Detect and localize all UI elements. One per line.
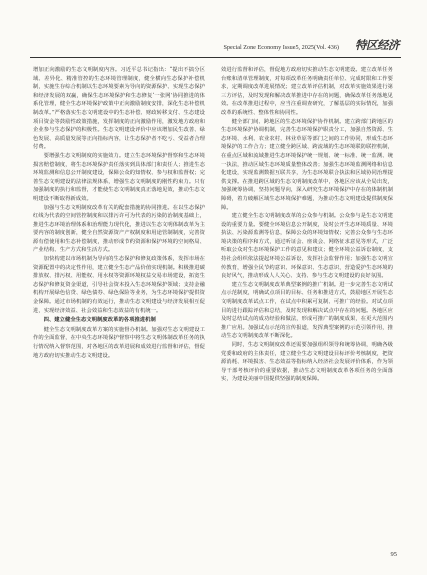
- paragraph: 健全部门间、跨地区的生态环境保护协作机制。建立跨部门跨地区的生态环境保护协调机制，完善生态环境保护职责分工，加强自然资源、生态环境、水利、农业农村、林业草原等部门之间的工作协同，形成生态环境保护的工作合力；建立健全跨区域、跨流域的生态环境联防联控机制，在重点区域和流域推进生态环境保护统一规划、统一标准、统一监测、统一执法，推动区域生态环境质量整体改善；加强生态环境监测网络和信息化建设，实现监测数据互联共享，为生态环境联合执法和区域协同治理提供支撑。在推进跨区域的生态文明制度改革中，各地区应该从全局出发，加强统筹协调，坚持问题导向，深入研究生态环境保护中存在的体制机制障碍，着力破解区域生态环境保护难题，为推动生态文明建设提供制度保障。: [221, 118, 393, 211]
- right-column: [221, 66, 393, 384]
- paragraph: 加快构建以市场机制为导向的生态保护和修复政策体系，发挥市场在资源配置中的决定性作用，建立健全生态产品价值实现机制。积极推进碳排放权、排污权、用能权、用水权等资源环境权益交易市场建设，拓宽生态保护和修复资金渠道，引导社会资本投入生态环境保护领域；支持金融机构开展绿色信贷、绿色债券、绿色保险等业务，为生态环境保护提供资金保障。通过市场机制的有效运行，推动生态文明建设与经济发展相互促进，实现经济效益、社会效益和生态效益的有机统一。: [33, 256, 205, 314]
- journal-logo: 特区经济: [355, 38, 399, 52]
- paragraph: 建立健全生态文明制度改革的公众参与机制。公众参与是生态文明建设的重要力量。要健全环境信息公开制度，及时公开生态环境质量、环境执法、污染源监测等信息，保障公众的环境知情权；完善公众参与生态环境决策的程序和方式，通过听证会、座谈会、网络征求意见等形式，广泛听取公众对生态环境保护工作的意见和建议；健全环境公益诉讼制度，支持社会组织依法提起环境公益诉讼，发挥社会监督作用；加强生态文明宣传教育，增强全民节约意识、环保意识、生态意识，营造爱护生态环境的良好风气，推动形成人人关心、支持、参与生态文明建设的良好氛围。: [221, 213, 393, 280]
- paragraph: 健全生态文明制度改革方案的实施督办机制。加强对生态文明建设工作的全面监督，在中央生态环境保护督察中将生态文明体制改革任务的执行情况纳入督察范围，对各地区的改革进展和成效进行监督和评估，督促地方政府切实推动生态文明建设。: [33, 326, 205, 359]
- paragraph: 加强与生态文明制度改革有关的配套措施的协同推进。在以生态保护红线为代表的空间管控制度和以排污许可为代表的污染防治制度基础上，推进生态环境治理体系和治理能力现代化，推进以生态文明体制改革为主要内容的制度创新，健全自然资源资产产权制度和用途管制制度，完善资源有偿使用和生态补偿制度，推动形成节约资源和保护环境的空间格局、产业结构、生产方式和生活方式。: [33, 204, 205, 254]
- left-column: [33, 66, 205, 360]
- paragraph: 增加正向激励的生态文明制度内容。习近平总书记指出：“提出不搞分区域、差异化、精准管控的生态环境管理制度，健全横向生态保护补偿机制，实施生存综合机制以生态环境要素为导向的资源保护、实现生态保护和经济发展的双赢，确保生态环境保护和生态修复‘一张网’协同推进的体系化管理，健全生态环境保护政策中正向激励制度安排，深化生态补偿机制改革。”严格落实生态文明建设中的生态补偿、财政转移支付、生态建设项目资金等鼓励性政策措施，发挥制度的正向激励作用，激发地方政府和企业参与生态保护的积极性。生态文明建设评价中应该增加民生改善、绿色发展、高质量发展等正向指标内容，让生态保护者不吃亏、受益者合理付费。: [33, 67, 205, 151]
- paragraph: 建立生态文明制度改革典型案例的推广机制。进一步完善生态文明试点示范制度，明确试点项目的目标、任务和推进方式，鼓励地区开展生态文明制度改革试点工作，在试点中积累可复制、可推广的经验。对试点项目的进行跟踪评估和总结，及时发现和解决试点中存在的问题。各地区应及时总结试点的成功经验和做法，形成可推广的制度成果，在更大范围内推广应用。加强试点示范的宣传报道，发挥典型案例的示范引领作用，推动生态文明制度改革不断深化。: [221, 281, 393, 340]
- paragraph: 要增强生态文明制度的实施效力。建立生态环境保护督察和生态环境损害赔偿制度，将生态环境保护责任落实到具体部门和责任人；推进生态环境监测和信息公开制度建设，保障公众的知情权、参与权和监督权；完善生态文明建设的法律法规体系，增强生态文明制度的刚性约束力。只有加强制度的执行和监督，才能使生态文明制度真正落地见效，推动生态文明建设不断取得新成效。: [33, 152, 205, 202]
- paragraph: 效进行监督和评估，督促地方政府切实推动生态文明建设。建立改革任务台账和清单管理制度，对每项改革任务明确责任单位、完成时限和工作要求，定期调度改革进展情况；建立改革评估机制，对改革实施效果进行第三方评估，及时发现和解决改革推进中存在的问题，确保改革任务落地见效。在改革推进过程中，应当注重调查研究，了解基层的实际情况，加强改革的系统性、整体性和协同性。: [221, 67, 393, 116]
- page-number: 95: [390, 551, 397, 558]
- header-divider: [30, 57, 401, 58]
- section-heading: 四、建立健全生态文明制度改革的各项推进机制: [43, 317, 156, 324]
- paragraph: 同时，生态文明制度改革还需要加强组织领导和统筹协调，明确各级党委和政府的主体责任，建立健全生态文明建设目标评价考核制度，把资源消耗、环境损害、生态效益等指标纳入经济社会发展评价体系，作为领导干部考核评价的重要依据，推动生态文明制度改革各项任务的全面落实，为建设美丽中国提供坚强的制度保障。: [221, 342, 393, 383]
- journal-issue-info: Special Zone Economy Issue5, 2025(Vol. 436): [223, 44, 339, 51]
